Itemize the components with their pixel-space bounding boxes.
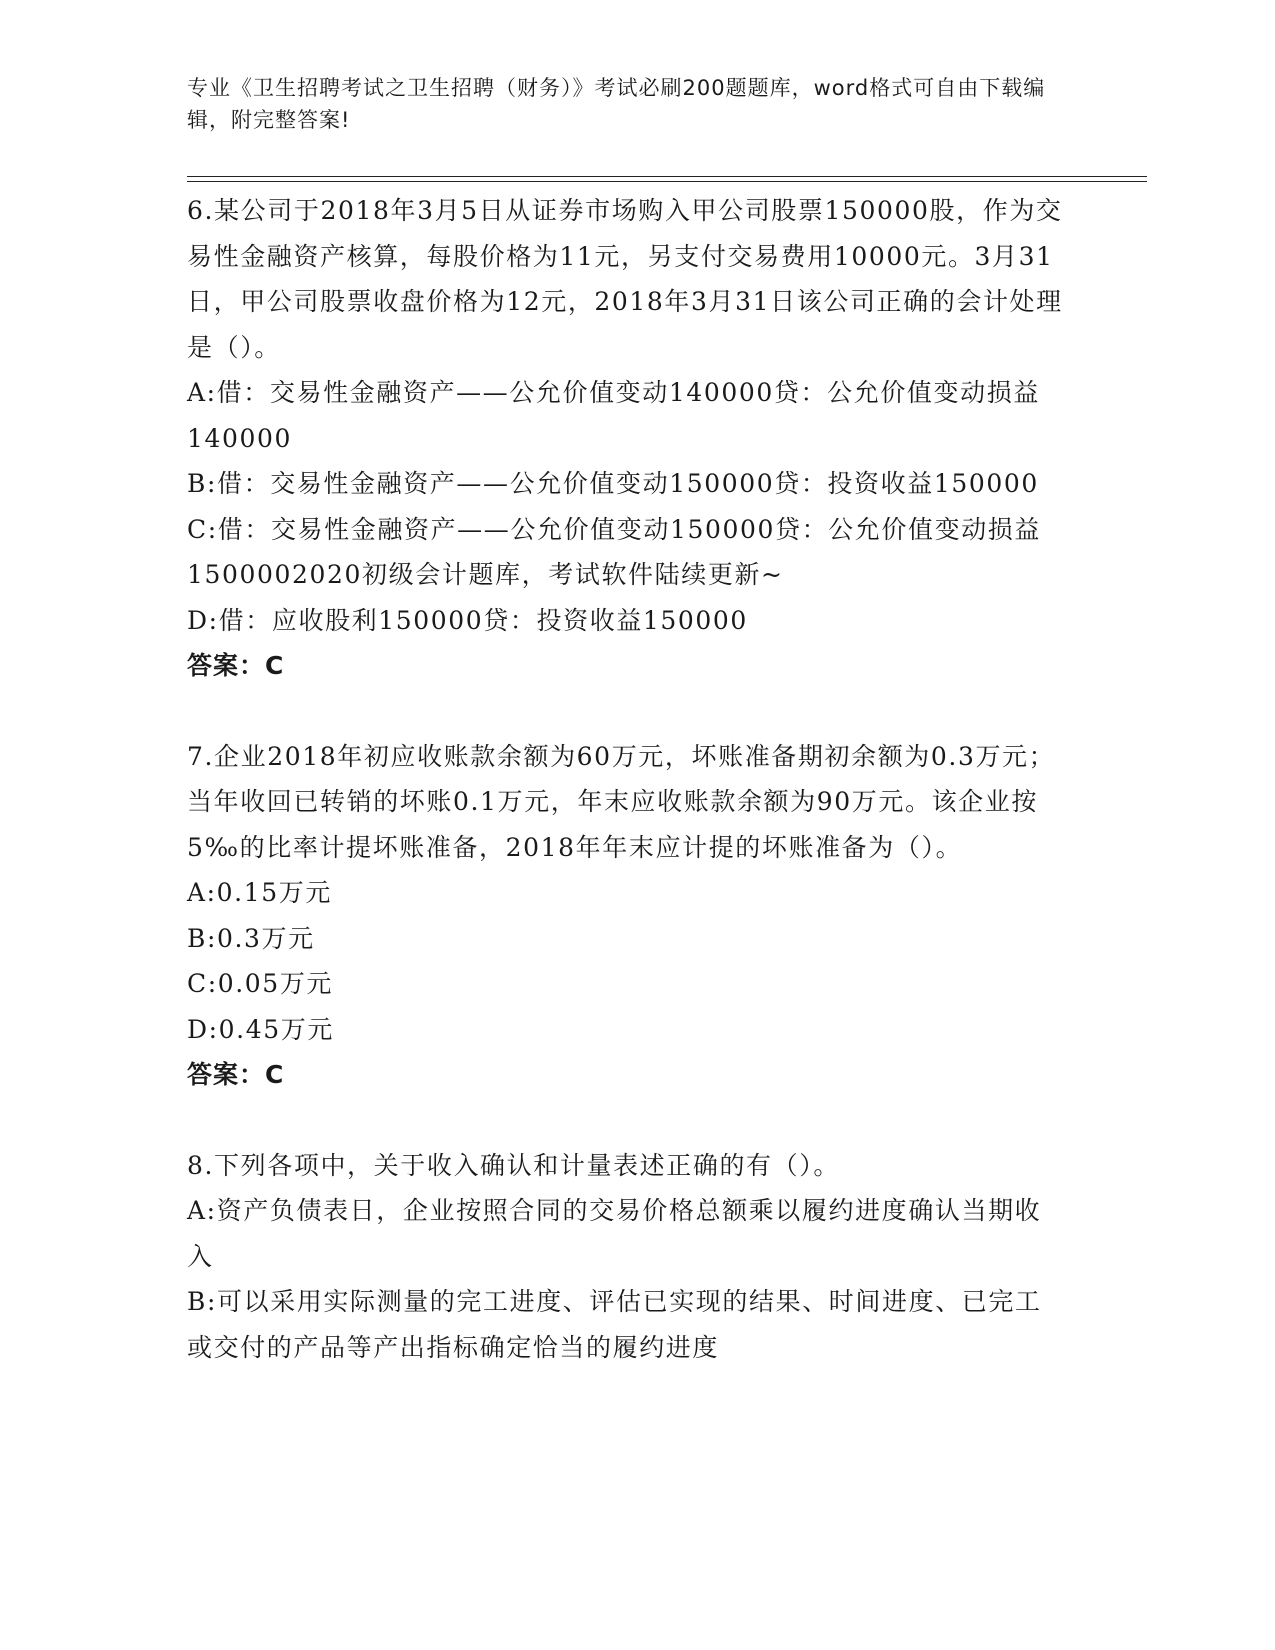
question-stem: 6.某公司于2018年3月5日从证券市场购入甲公司股票150000股，作为交易性金融资产核算，每股价格为11元，另支付交易费用10000元。3月31日，甲公司股票收盘价格为12元，2018年3月31日该公司正确的会计处理是（）。 [187,196,1063,362]
option-d: D:0.45万元 [187,1014,334,1044]
spacer [187,689,1067,734]
option-a: A:0.15万元 [187,878,332,907]
option-b: B:0.3万元 [187,923,315,953]
question-6 [187,188,1067,689]
option-a: A:借：交易性金融资产——公允价值变动140000贷：公允价值变动损益140000 [187,378,1040,453]
question-stem: 7.企业2018年初应收账款余额为60万元，坏账准备期初余额为0.3万元；当年收回已转销的坏账0.1万元，年末应收账款余额为90万元。该企业按5‰的比率计提坏账准备，2018年年末应计提的坏账准备为（）。 [187,741,1056,862]
option-a: A:资产负债表日，企业按照合同的交易价格总额乘以履约进度确认当期收入 [187,1196,1042,1271]
spacer [187,1098,1067,1143]
question-list [187,188,1067,1370]
question-7 [187,734,1067,1098]
answer: 答案：C [187,1060,285,1089]
option-b: B:可以采用实际测量的完工进度、评估已实现的结果、时间进度、已完工或交付的产品等产出指标确定恰当的履约进度 [187,1287,1042,1362]
option-c: C:借：交易性金融资产——公允价值变动150000贷：公允价值变动损益1500002020初级会计题库，考试软件陆续更新~ [187,514,1041,589]
answer: 答案：C [187,651,285,680]
document-title: 专业《卫生招聘考试之卫生招聘（财务）》考试必刷200题题库，word格式可自由下载编辑，附完整答案! [187,76,1046,132]
page-header [187,72,1067,136]
option-b: B:借：交易性金融资产——公允价值变动150000贷：投资收益150000 [187,469,1039,498]
question-8 [187,1143,1067,1371]
option-c: C:0.05万元 [187,969,334,998]
option-d: D:借：应收股利150000贷：投资收益150000 [187,605,748,635]
header-divider [187,176,1147,182]
question-stem: 8.下列各项中，关于收入确认和计量表述正确的有（）。 [187,1150,840,1180]
